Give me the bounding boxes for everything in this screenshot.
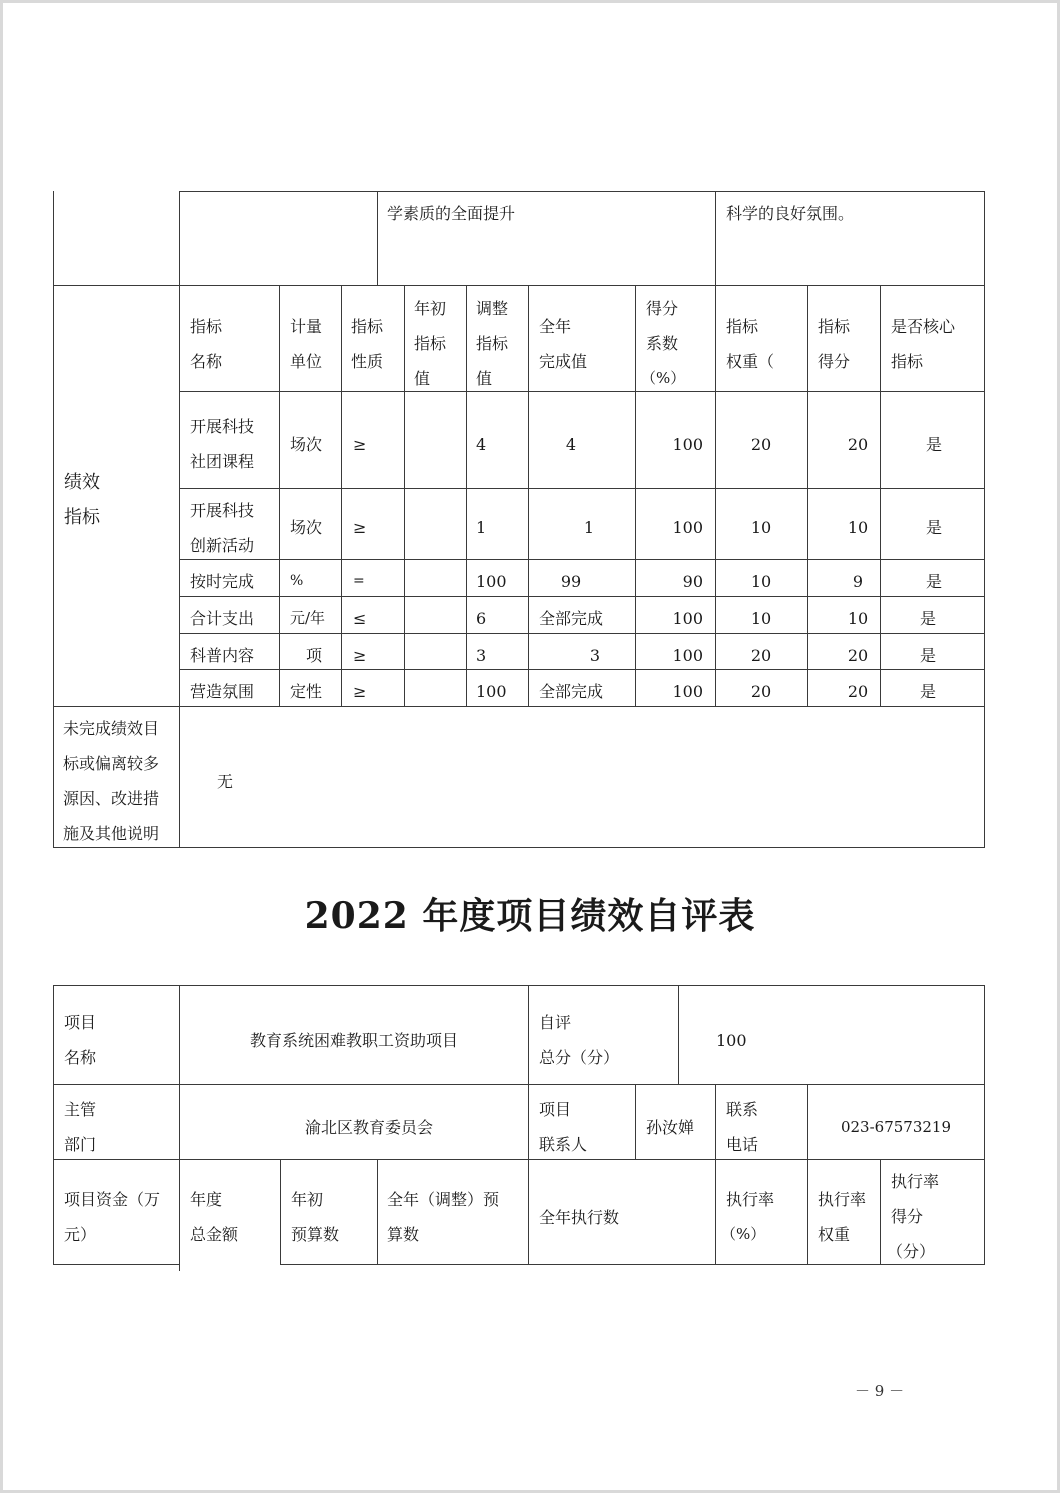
- annual-exec-header: 全年执行数: [539, 1208, 620, 1227]
- project-name-value: 教育系统困难教职工资助项目: [249, 1031, 458, 1050]
- indicator-name: 按时完成: [190, 572, 255, 591]
- coefficient-cell: 100: [672, 435, 703, 454]
- coefficient-cell: 100: [672, 682, 703, 701]
- indicator-name: 科普内容: [190, 646, 255, 665]
- unit-cell: 场次: [290, 518, 323, 537]
- adjusted-cell: 1: [476, 518, 487, 537]
- adjusted-cell: 100: [476, 572, 507, 591]
- core-cell: 是: [925, 435, 942, 454]
- section-label-line2: 指标: [64, 507, 100, 528]
- indicator-name: 开展科技: [190, 501, 255, 520]
- score-cell: 9: [852, 572, 864, 591]
- core-cell: 是: [919, 682, 936, 701]
- self-score-value: 100: [716, 1031, 747, 1050]
- section-label-line1: 绩效: [64, 472, 100, 493]
- score-cell: 20: [847, 435, 869, 454]
- completed-cell: 1: [583, 518, 595, 537]
- weight-cell: 10: [750, 572, 772, 591]
- completed-cell: 4: [565, 435, 577, 454]
- dept-value: 渝北区教育委员会: [304, 1118, 433, 1137]
- nature-cell: =: [353, 573, 365, 589]
- document-page: 学素质的全面提升 科学的良好氛围。 绩效 指标 指标 名称 计量 单位 指标 性质 年初 指标 值 调整 指标 值 全年 完成值 得分 系数 （%） 指标 权重（ 指标 得分 是否核心 指标 开展科技 社团课程 场次 ≥ 4 4 100 20 20 是 开展科技 创新活动 场次 ≥ 1 1 100 10 10 是 按时完成 % = 100 99 90 10 9 是 合计支出 元/年 ≤ 6 全部完成 100 10 10 是 科普内容 项 ≥ 3 3 100 20 20 是 营造氛围 定性 ≥ 100 全部完成 100 20 20 是 未完成绩效目 标或偏离较多 源因、改进措 施及其他说明 无 2022 年度项目绩效自评表 项目 名称 教育系统困难教职工资助项目 自评 总分（分） 100 主管 部门 渝北区教育委员会 项目 联系人 孙汝婵 联系 电话 023-67573219 项目资金（万 元） 年度 总金额 年初 预算数 全年（调整）预 算数 全年执行数 执行率 （%） 执行率 权重 执行率 得分 （分） － 9 －: [3, 3, 1057, 1490]
- indicator-name: 创新活动: [190, 536, 255, 555]
- nature-cell: ≥: [353, 518, 367, 537]
- coefficient-cell: 90: [682, 572, 703, 591]
- core-cell: 是: [925, 572, 942, 591]
- unit-cell: %: [290, 573, 304, 589]
- phone-value: 023-67573219: [840, 1118, 952, 1136]
- score-cell: 10: [847, 518, 869, 537]
- indicator-name: 营造氛围: [190, 682, 255, 701]
- unit-cell: 元/年: [290, 609, 326, 627]
- adjusted-cell: 3: [476, 646, 487, 665]
- nature-cell: ≥: [353, 646, 367, 665]
- core-cell: 是: [919, 609, 936, 628]
- adjusted-cell: 4: [476, 435, 487, 454]
- indicator-name: 合计支出: [190, 609, 255, 628]
- indicator-name: 社团课程: [190, 452, 255, 471]
- weight-cell: 10: [750, 609, 772, 628]
- core-cell: 是: [919, 646, 936, 665]
- completed-cell: 99: [560, 572, 582, 591]
- nature-cell: ≤: [353, 609, 367, 628]
- contact-value: 孙汝婵: [646, 1118, 695, 1137]
- score-cell: 20: [847, 682, 869, 701]
- weight-cell: 20: [750, 435, 772, 454]
- remarks-value: 无: [217, 772, 234, 791]
- weight-cell: 20: [750, 646, 772, 665]
- coefficient-cell: 100: [672, 609, 703, 628]
- indicator-name: 开展科技: [190, 417, 255, 436]
- score-cell: 20: [847, 646, 869, 665]
- nature-cell: ≥: [353, 682, 367, 701]
- coefficient-cell: 100: [672, 518, 703, 537]
- weight-cell: 20: [750, 682, 772, 701]
- continued-text-right: 科学的良好氛围。: [726, 204, 855, 223]
- nature-cell: ≥: [353, 435, 367, 454]
- continued-text-left: 学素质的全面提升: [387, 204, 516, 223]
- page-title: 2022 年度项目绩效自评表: [304, 895, 756, 937]
- completed-cell: 全部完成: [539, 609, 604, 628]
- unit-cell: 场次: [290, 435, 323, 454]
- coefficient-cell: 100: [672, 646, 703, 665]
- adjusted-cell: 100: [476, 682, 507, 701]
- completed-cell: 3: [589, 646, 601, 665]
- score-cell: 10: [847, 609, 869, 628]
- unit-cell: 项: [306, 646, 323, 665]
- adjusted-cell: 6: [476, 609, 487, 628]
- weight-cell: 10: [750, 518, 772, 537]
- core-cell: 是: [925, 518, 942, 537]
- completed-cell: 全部完成: [539, 682, 604, 701]
- unit-cell: 定性: [290, 682, 323, 701]
- page-number: － 9 －: [855, 1382, 905, 1400]
